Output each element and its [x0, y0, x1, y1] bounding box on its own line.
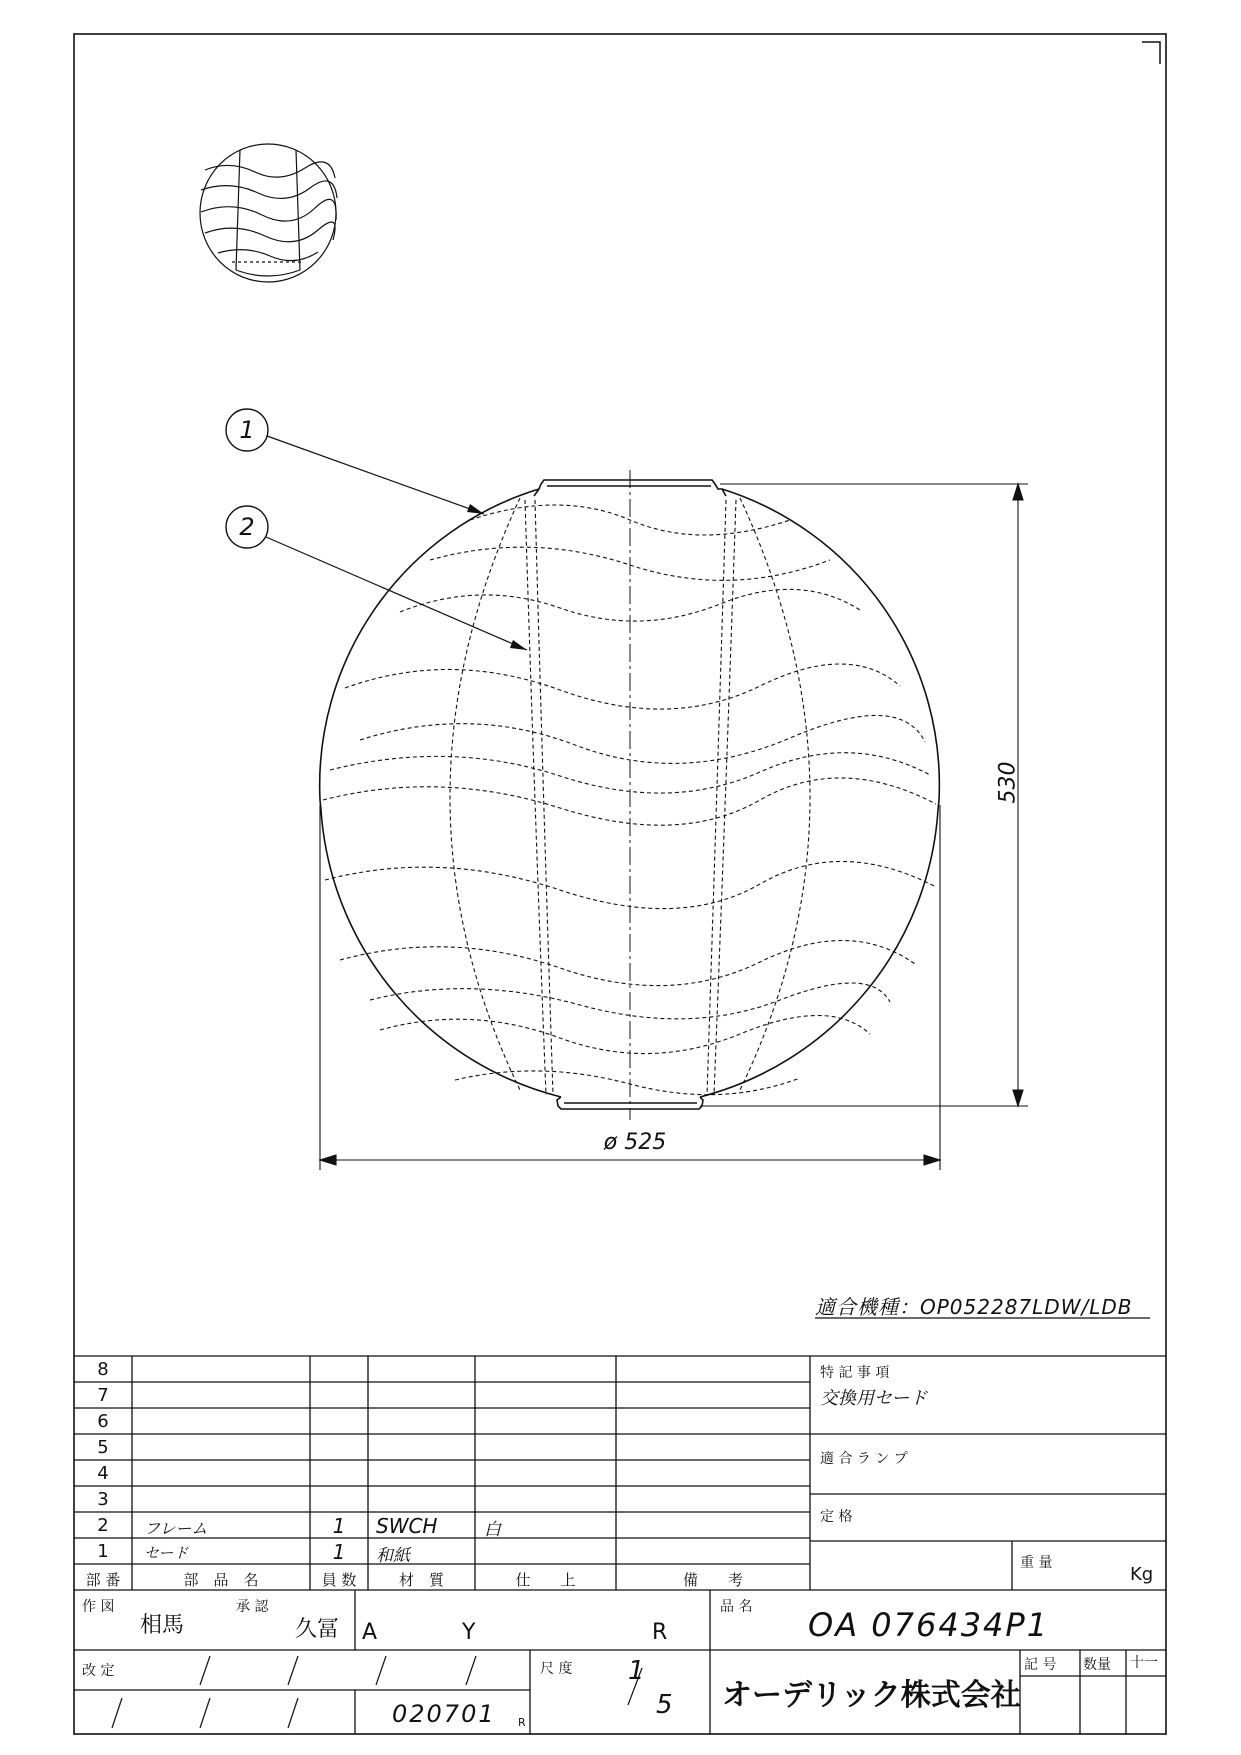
part-no: 1	[97, 1541, 109, 1562]
table-row	[74, 1460, 810, 1486]
part-no: 4	[97, 1463, 109, 1484]
product-code: OA 076434P1	[808, 1606, 1050, 1644]
header-no: 部 番	[85, 1571, 121, 1589]
part-qty: 1	[332, 1540, 346, 1564]
drawn-by: 相馬	[140, 1613, 185, 1638]
part-qty: 1	[332, 1514, 346, 1538]
table-row	[74, 1538, 810, 1564]
part-no: 7	[97, 1385, 109, 1406]
callout-2-number: 2	[239, 513, 255, 541]
table-row	[74, 1434, 810, 1460]
height-dimension-label: 530	[995, 761, 1021, 804]
compatible-model: 適合機種：OP052287LDW/LDB	[815, 1295, 1133, 1319]
part-no: 2	[97, 1515, 109, 1536]
table-header	[74, 1564, 810, 1590]
product-label: 品 名	[720, 1599, 753, 1615]
approved-by: 久冨	[295, 1617, 340, 1642]
drawn-label: 作 図	[82, 1599, 115, 1615]
grade-y: Y	[462, 1620, 476, 1645]
header-finish: 仕 上	[515, 1571, 576, 1589]
quantity-label: 数量	[1083, 1657, 1111, 1673]
weight-unit: Kg	[1130, 1564, 1154, 1585]
header-material: 材 質	[398, 1571, 444, 1589]
symbol-label: 記 号	[1024, 1657, 1057, 1673]
part-no: 6	[97, 1411, 109, 1432]
scale-label: 尺 度	[540, 1661, 573, 1677]
table-row	[74, 1408, 810, 1434]
table-row	[74, 1382, 810, 1408]
approved-label: 承 認	[236, 1599, 269, 1615]
rating-label: 定 格	[820, 1509, 853, 1525]
company-name: オーデリック株式会社	[722, 1678, 1021, 1713]
table-row	[74, 1512, 810, 1538]
part-material: SWCH	[376, 1514, 438, 1538]
part-finish: 白	[484, 1520, 501, 1540]
weight-label: 重 量	[1020, 1555, 1053, 1571]
table-row	[74, 1356, 810, 1382]
scale-denominator: 5	[656, 1690, 673, 1720]
header-note: 備 考	[682, 1571, 743, 1589]
part-material: 和紙	[376, 1546, 410, 1566]
drawing-date: 020701	[392, 1700, 496, 1728]
header-qty: 員 数	[321, 1571, 357, 1589]
part-no: 5	[97, 1437, 109, 1458]
scale-numerator: 1	[628, 1656, 645, 1686]
misc-label: 十一	[1130, 1655, 1158, 1671]
header-name: 部 品 名	[183, 1571, 259, 1589]
date-suffix: R	[518, 1716, 526, 1729]
revision-label: 改 定	[82, 1663, 115, 1679]
grade-r: R	[652, 1620, 668, 1645]
callout-1-number: 1	[239, 416, 255, 444]
part-name: フレーム	[144, 1519, 208, 1538]
table-row	[74, 1486, 810, 1512]
width-dimension-label: ø 525	[603, 1130, 667, 1155]
grade-a: A	[362, 1620, 378, 1645]
special-notes-label: 特 記 事 項	[820, 1365, 890, 1381]
lamp-label: 適 合 ラ ン プ	[820, 1451, 908, 1467]
special-notes-value: 交換用セード	[820, 1388, 928, 1409]
part-no: 3	[97, 1489, 109, 1510]
part-name: セード	[144, 1544, 189, 1562]
part-no: 8	[97, 1359, 109, 1380]
